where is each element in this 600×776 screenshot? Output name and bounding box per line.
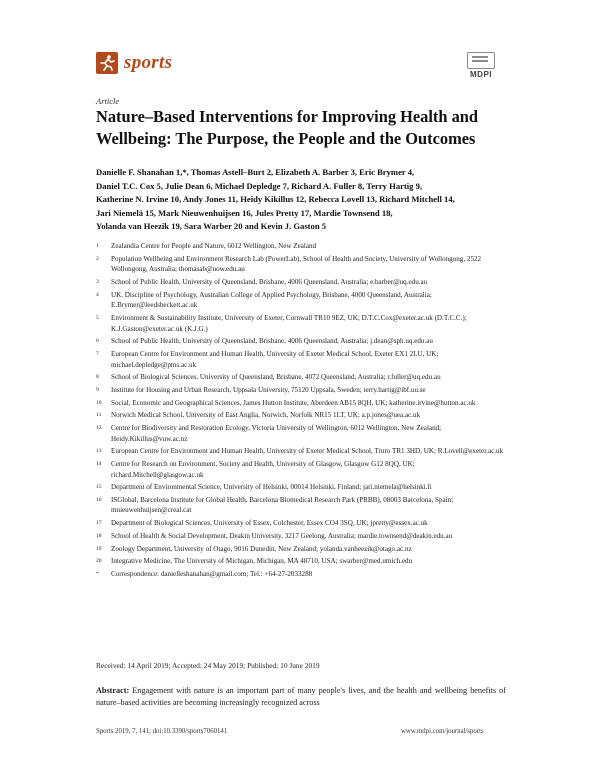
- affiliation-number: 12: [96, 424, 102, 431]
- affiliation-text: Population Wellbeing and Environment Research Lab (PowerLab), School of Health and Society, University of Wollongong, 2522 Wollongong, Australia; thomasab@uow.edu.au: [111, 254, 482, 274]
- mdpi-mark-icon: [467, 52, 495, 69]
- affiliation-number: 8: [96, 374, 99, 381]
- affiliation-number: 18: [96, 532, 102, 539]
- affiliation-item: [96, 569, 506, 580]
- affiliation-item: [96, 531, 506, 542]
- affiliation-text: UK. Discipline of Psychology, Australian College of Applied Psychology, Brisbane, 4000 Queensland, Australia; E.Brymer@leedsbeckett.ac.uk: [111, 290, 432, 310]
- affiliation-item: [96, 423, 506, 444]
- affiliation-number: 1: [96, 243, 99, 249]
- author-line: Yolanda van Heezik 19, Sara Warber 20 and Kevin J. Gaston 5: [96, 221, 327, 231]
- affiliation-number: 16: [96, 496, 102, 503]
- affiliation-item: [96, 336, 506, 347]
- affiliation-number: 9: [96, 386, 99, 393]
- affiliation-number: 15: [96, 484, 102, 491]
- publisher-logo[interactable]: [467, 52, 495, 79]
- affiliation-number: 10: [96, 399, 102, 406]
- abstract-label: Abstract:: [96, 686, 130, 695]
- affiliation-text: European Centre for Environment and Human Health, University of Exeter Medical School, Truro TR1 3HD, UK; R.Lovell@exeter.ac.uk: [111, 447, 504, 456]
- affiliation-item: [96, 398, 506, 409]
- publication-dates: Received: 14 April 2019; Accepted: 24 May 2019; Published: 10 June 2019: [96, 661, 320, 670]
- affiliation-item: [96, 290, 506, 311]
- affiliation-number: 14: [96, 460, 102, 467]
- affiliation-text: Correspondence: danielleshanahan@gmail.com; Tel.: +64-27-2033288: [111, 569, 313, 578]
- abstract: [96, 685, 506, 709]
- affiliation-text: ISGlobal, Barcelona Institute for Global Health, Barcelona Biomedical Research Park (PRBB), 08003 Barcelona, Spain; mnieuwenhuijsen@creal.cat: [111, 495, 454, 515]
- affiliation-number: 7: [96, 350, 99, 357]
- affiliation-number: 13: [96, 448, 102, 455]
- affiliation-text: Norwich Medical School, University of East Anglia, Norwich, Norfolk NR15 1LT, UK; a.p.jones@uea.ac.uk: [111, 411, 421, 420]
- affiliation-item: [96, 544, 506, 555]
- affiliation-number: 3: [96, 278, 99, 285]
- runner-icon: [96, 52, 118, 74]
- affiliation-list: [96, 241, 506, 582]
- author-line: Danielle F. Shanahan 1,*, Thomas Astell–Burt 2, Elizabeth A. Barber 3, Eric Brymer 4,: [96, 167, 415, 177]
- abstract-text: Engagement with nature is an important part of many people's lives, and the health and wellbeing benefits of nature–based activities are becoming increasingly recognized across: [96, 686, 507, 707]
- article-type: Article: [96, 96, 120, 106]
- affiliation-text: Social, Economic and Geographical Sciences, James Hutton Institute, Aberdeen AB15 8QH, UK; katherine.irvine@hutton.ac.uk: [111, 398, 476, 407]
- paper-title: Nature–Based Interventions for Improving Health and Wellbeing: The Purpose, the People and the Outcomes: [96, 107, 479, 148]
- affiliation-item: [96, 556, 506, 567]
- affiliation-item: [96, 254, 506, 275]
- publisher-name: MDPI: [470, 70, 492, 79]
- affiliation-text: School of Public Health, University of Queensland, Brisbane, 4006 Queensland, Australia; e.barber@uq.edu.au: [111, 277, 428, 286]
- affiliation-item: [96, 313, 506, 334]
- affiliation-text: Department of Biological Sciences, University of Essex, Colchester, Essex CO4 3SQ, UK; jpretty@essex.ac.uk: [111, 519, 428, 528]
- affiliation-text: School of Public Health, University of Queensland, Brisbane, 4006 Queensland, Australia; j.dean@sph.uq.edu.au: [111, 337, 433, 346]
- journal-name: sports: [124, 52, 173, 73]
- affiliation-item: [96, 518, 506, 529]
- affiliation-number: 17: [96, 520, 102, 527]
- affiliation-item: [96, 349, 506, 370]
- affiliation-item: [96, 277, 506, 288]
- affiliation-item: [96, 459, 506, 480]
- affiliation-item: [96, 482, 506, 493]
- affiliation-text: Integrative Medicine, The University of Michigan, Michigan, MA 48710, USA; swarber@med.umich.edu: [111, 557, 413, 566]
- affiliation-number: 11: [96, 412, 102, 419]
- affiliation-number: 2: [96, 255, 99, 262]
- author-line: Katherine N. Irvine 10, Andy Jones 11, Heidy Kikillus 12, Rebecca Lovell 13, Richard Mitchell 14,: [96, 194, 455, 204]
- affiliation-text: School of Biological Sciences, University of Queensland, Brisbane, 4072 Queensland, Australia; r.fuller@uq.edu.au: [111, 373, 441, 382]
- affiliation-text: Centre for Research on Environment, Society and Health, University of Glasgow, Glasgow G12 8QQ, UK; richard.Mitchell@glasgow.ac.uk: [111, 459, 415, 479]
- affiliation-number: 20: [96, 558, 102, 565]
- affiliation-text: Centre for Biodiversity and Restoration Ecology, Victoria University of Wellington, 6012 Wellington, New Zealand; Heidy.Kikillus@vuw.ac.nz: [111, 423, 442, 443]
- affiliation-text: Zoology Department, University of Otago, 9016 Dunedin, New Zealand; yolanda.vanheezik@otago.ac.nz: [111, 544, 412, 553]
- footer-url[interactable]: www.mdpi.com/journal/sports: [401, 728, 484, 735]
- journal-logo[interactable]: [96, 52, 172, 74]
- affiliation-item: [96, 495, 506, 516]
- author-line: Daniel T.C. Cox 5, Julie Dean 6, Michael Depledge 7, Richard A. Fuller 8, Terry Hartig 9,: [96, 180, 423, 191]
- affiliation-text: Department of Environmental Science, University of Helsinki, 00014 Helsinki, Finland; jari.niemela@helsinki.fi: [111, 483, 432, 492]
- affiliation-item: [96, 410, 506, 421]
- author-line: Jari Niemelä 15, Mark Nieuwenhuijsen 16, Jules Pretty 17, Mardie Townsend 18,: [96, 207, 393, 218]
- affiliation-text: Environment & Sustainability Institute, University of Exeter, Cornwall TR10 9EZ, UK; D.T.C.Cox@exeter.ac.uk (D.T.C.C.); K.J.Gaston@exeter.ac.uk (K.J.G.): [111, 313, 467, 333]
- affiliation-text: European Centre for Environment and Human Health, University of Exeter Medical School, Exeter EX1 2LU, UK; michael.depledge@pms.ac.uk: [111, 349, 439, 369]
- affiliation-number: 5: [96, 314, 99, 321]
- affiliation-number: *: [96, 570, 99, 577]
- affiliation-item: [96, 372, 506, 383]
- affiliation-number: 6: [96, 338, 99, 345]
- affiliation-text: School of Health & Social Development, Deakin University, 3217 Geelong, Australia; mardie.townsend@deakin.edu.au: [111, 531, 453, 540]
- affiliation-item: [96, 385, 506, 396]
- affiliation-number: 4: [96, 291, 99, 298]
- footer-citation: Sports 2019, 7, 141; doi:10.3390/sports7060141: [96, 728, 228, 735]
- affiliation-text: Institute for Housing and Urban Research, Uppsala University, 75120 Uppsala, Sweden; terry.hartig@ibf.uu.se: [111, 385, 426, 394]
- affiliation-text: Zealandia Centre for People and Nature, 6012 Wellington, New Zealand: [111, 242, 317, 250]
- affiliation-number: 19: [96, 545, 102, 552]
- author-list: [96, 166, 506, 234]
- affiliation-item: [96, 241, 506, 252]
- affiliation-item: [96, 446, 506, 457]
